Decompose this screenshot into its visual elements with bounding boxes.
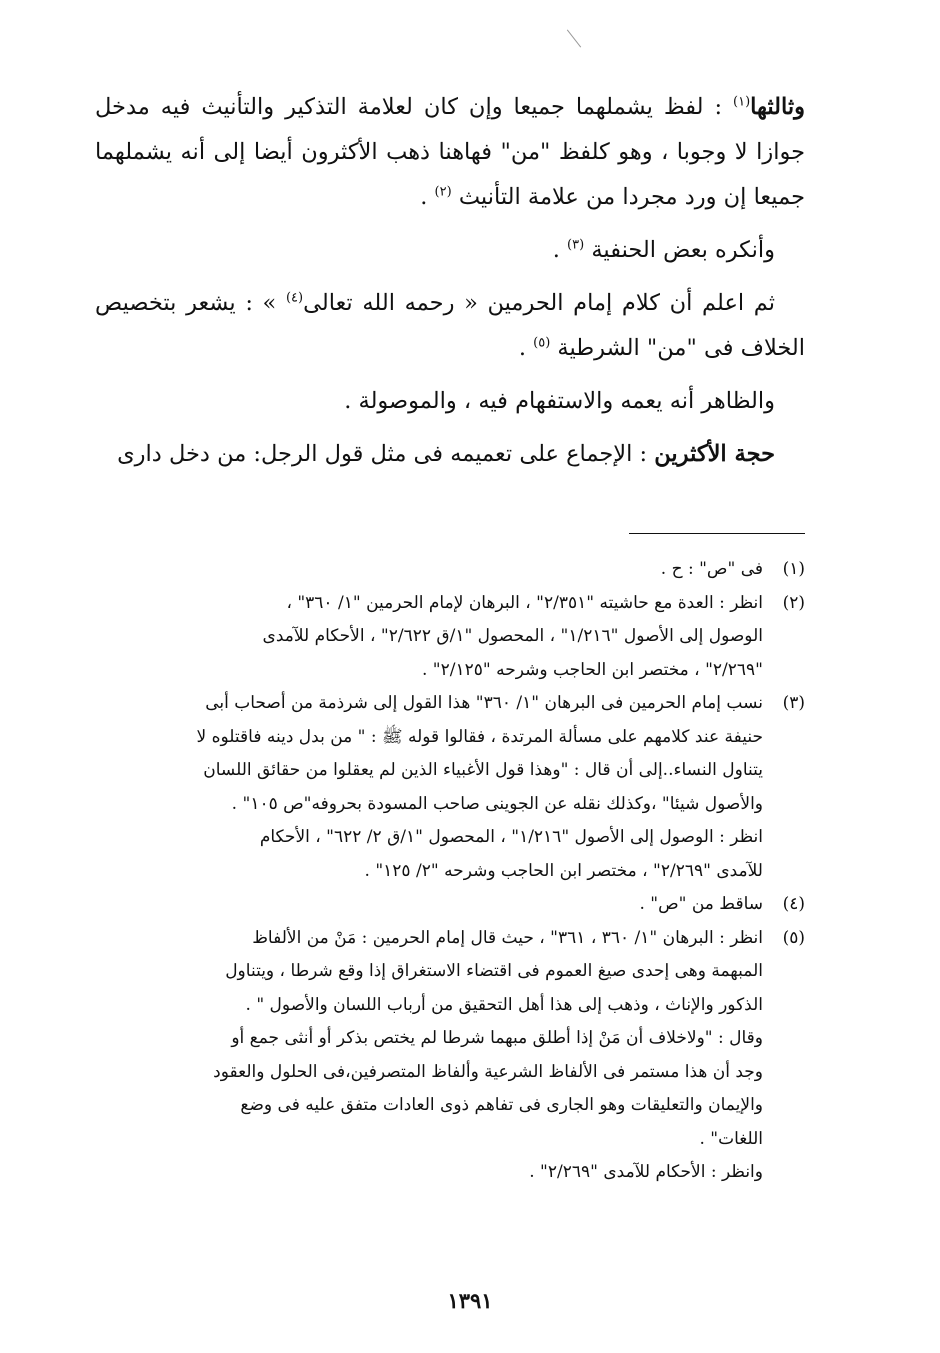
footnote-ref-3[interactable]: (٣) — [567, 237, 585, 253]
footnote-number: (١) — [782, 559, 805, 579]
paragraph-text-2: » : يشعر بتخصيص الخلاف فى "من" الشرطية — [95, 290, 805, 361]
footnote-line: يتناول النساء..إلى أن قال : "وهذا قول الأغبياء الذين لم يعقلوا من حقائق اللسان — [203, 760, 763, 780]
footnote-line: ساقط من "ص" . — [639, 894, 763, 914]
page-content — [95, 85, 805, 1182]
footnote-body — [95, 553, 763, 587]
footnote-number: (٣) — [782, 693, 805, 713]
paragraph-text: وأنكره بعض الحنفية — [584, 237, 775, 263]
footnote-line: انظر : العدة مع حاشيته "٢/٣٥١" ، البرهان لإمام الحرمين "١/ ٣٦٠" ، — [286, 592, 763, 613]
footnote-line: انظر : البرهان "١/ ٣٦٠ ، ٣٦١" ، حيث قال إمام الحرمين : مَنْ من الألفاظ — [252, 927, 763, 948]
footnote-separator — [629, 533, 805, 534]
paragraph-tail: . — [552, 237, 568, 263]
footnote-number: (٢) — [782, 592, 805, 613]
footnote-line: "٢/٢٦٩" ، مختصر ابن الحاجب وشرحه "٢/١٢٥" . — [422, 659, 763, 680]
footnote-line: والأصول شيئا" ،وكذلك نقله عن الجوينى صاحب المسودة بحروفه"ص ١٠٥" . — [231, 793, 763, 814]
paragraph-hanafi — [95, 228, 805, 273]
paragraph-text: : لفظ يشملهما جميعا وإن كان لعلامة التذكير والتأنيث فيه مدخل جوازا لا وجوبا ، وهو كلفظ "من" فهاهنا ذهب الأكثرون أيضا إلى أنه يشملهما جميعا إن ورد مجردا من علامة التأنيث — [95, 94, 805, 210]
footnotes — [95, 553, 805, 1190]
footnote-body — [95, 687, 763, 888]
paragraph-text: ثم اعلم أن كلام إمام الحرمين « رحمه الله تعالى — [303, 290, 775, 316]
paragraph-majority-argument — [95, 432, 805, 477]
footnote-line: انظر : الوصول إلى الأصول "١/٢١٦" ، المحصول "١/ق ٢/ ٦٢٢" ، الأحكام — [259, 827, 763, 847]
footnote-line: والإيمان والتعليقات وهو الجارى فى تفاهم ذوى العادات متفق عليه فى وضع — [240, 1095, 763, 1115]
footnote-line: فى "ص" : ح . — [660, 559, 763, 579]
footnote-line: وجد أن هذا مستمر فى الألفاظ الشرعية وألفاظ المتصرفين،فى الحلول والعقود — [213, 1061, 763, 1082]
footnote-body — [95, 922, 763, 1190]
footnote-ref-5[interactable]: (٥) — [533, 335, 551, 351]
footnote-line: وانظر : الأحكام للآمدى "٢/٢٦٩" . — [529, 1162, 763, 1182]
paragraph-imam-haramayn — [95, 281, 805, 371]
footnote-line: الذكور والإناث ، وذهب إلى هذا أهل التحقيق من أرباب اللسان والأصول " . — [245, 994, 763, 1015]
paragraph-apparent — [95, 379, 805, 424]
paragraph-tail: . — [420, 184, 435, 210]
footnote-2 — [95, 587, 805, 688]
scan-mark — [567, 30, 581, 48]
footnote-ref-4[interactable]: (٤) — [285, 290, 304, 306]
footnote-ref-1[interactable]: (١) — [733, 94, 751, 110]
term-third: وثالثها — [750, 94, 805, 120]
paragraph-tail: . — [518, 335, 534, 361]
paragraph-third-view — [95, 85, 805, 220]
footnote-5 — [95, 922, 805, 1190]
footnote-line: نسب إمام الحرمين فى البرهان "١/ ٣٦٠" هذا القول إلى شرذمة من أصحاب أبى — [205, 693, 763, 713]
page-number: ١٣٩١ — [447, 1288, 493, 1313]
footnote-line: وقال : "ولاخلاف أن مَنْ إذا أطلق مبهما شرطا لم يختص بذكر أو أنثى جمع أو — [231, 1028, 763, 1048]
footnote-number: (٥) — [782, 927, 805, 948]
footnote-1 — [95, 553, 805, 587]
footnote-line: المبهمة وهى إحدى صيغ العموم فى اقتضاء الاستغراق إذا وقع شرطا ، ويتناول — [225, 961, 763, 981]
footnote-line: حنيفة عند كلامهم على مسألة المرتدة ، فقالوا قوله ﷺ : " من بدل دينه فاقتلوه لا — [196, 726, 763, 747]
footnote-body — [95, 587, 763, 688]
footnote-4 — [95, 888, 805, 922]
footnote-line: الوصول إلى الأصول "١/٢١٦" ، المحصول "١/ق ٢/٦٢٢" ، الأحكام للآمدى — [262, 626, 763, 646]
footnote-line: للآمدى "٢/٢٦٩" ، مختصر ابن الحاجب وشرحه "٢/ ١٢٥" . — [364, 860, 763, 881]
footnote-line: اللغات" . — [699, 1128, 763, 1149]
term-majority-argument: حجة الأكثرين — [654, 441, 775, 467]
footnote-body — [95, 888, 763, 922]
paragraph-text: : الإجماع على تعميمه فى مثل قول الرجل: من دخل دارى — [117, 441, 655, 467]
paragraph-text: والظاهر أنه يعمه والاستفهام فيه ، والموصولة . — [344, 388, 775, 414]
footnote-ref-2[interactable]: (٢) — [434, 184, 452, 200]
footnote-3 — [95, 687, 805, 888]
footnote-number: (٤) — [782, 894, 805, 914]
